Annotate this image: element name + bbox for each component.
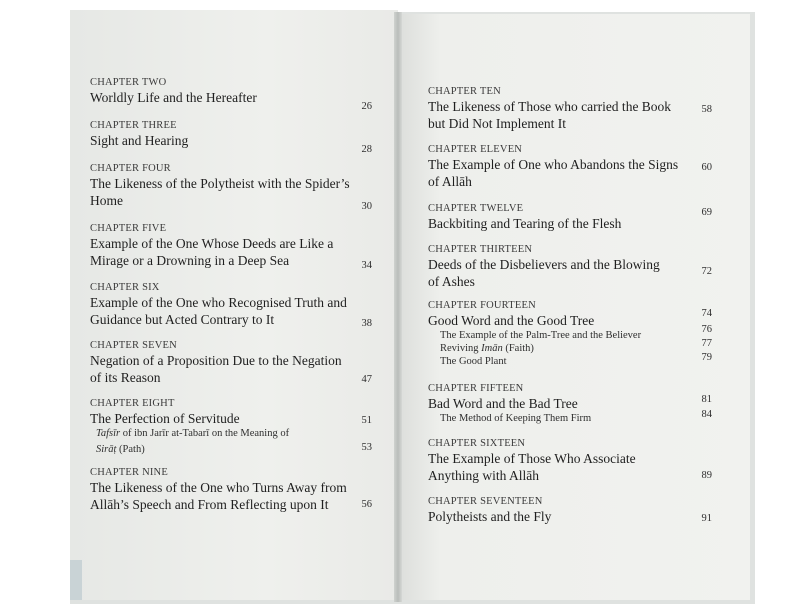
chapter-label: CHAPTER SIX	[90, 282, 160, 293]
chapter-title-line: Anything with Allāh	[428, 468, 539, 483]
sub-entry-text: of ibn Jarīr at-Tabarī on the Meaning of	[120, 428, 290, 439]
sub-entry-continuation	[90, 443, 289, 456]
italic-term: Tafsīr	[96, 428, 121, 439]
chapter-title-line: The Example of One who Abandons the Signs	[428, 157, 679, 172]
chapter-title-line: Guidance but Acted Contrary to It	[90, 312, 275, 327]
chapter-label: CHAPTER TWELVE	[428, 203, 524, 214]
page-number: 51	[361, 415, 372, 426]
toc-entry-chapter-eleven	[428, 143, 678, 190]
page-number: 34	[361, 260, 372, 271]
chapter-label: CHAPTER TWO	[90, 77, 167, 88]
chapter-label: CHAPTER THIRTEEN	[428, 244, 533, 255]
page-number: 30	[361, 201, 372, 212]
chapter-title: Worldly Life and the Hereafter	[90, 90, 257, 105]
toc-entry-chapter-six	[90, 281, 347, 328]
toc-entry-chapter-fourteen	[428, 299, 641, 368]
chapter-label: CHAPTER TEN	[428, 86, 501, 97]
sub-entry: The Method of Keeping Them Firm	[440, 413, 592, 424]
sub-entry-text: (Faith)	[502, 343, 534, 354]
sub-entry: The Example of the Palm-Tree and the Believer	[440, 330, 642, 341]
chapter-label: CHAPTER FOURTEEN	[428, 300, 536, 311]
toc-entry-chapter-eight	[90, 397, 289, 456]
sub-entry-tafsir	[90, 427, 289, 440]
chapter-title-line: Allāh’s Speech and From Reflecting upon It	[90, 497, 329, 512]
toc-entry-chapter-nine	[90, 466, 347, 513]
chapter-title-line: The Likeness of the One who Turns Away from	[90, 480, 347, 495]
chapter-title-line: of Allāh	[428, 174, 472, 189]
page-number: 77	[701, 338, 712, 349]
chapter-label: CHAPTER SEVENTEEN	[428, 496, 543, 507]
chapter-title: Backbiting and Tearing of the Flesh	[428, 216, 622, 231]
page-number: 91	[701, 513, 712, 524]
toc-entry-chapter-sixteen	[428, 437, 636, 484]
chapter-label: CHAPTER FIFTEEN	[428, 383, 524, 394]
chapter-title-line: of its Reason	[90, 370, 161, 385]
chapter-title-line: but Did Not Implement It	[428, 116, 566, 131]
chapter-label: CHAPTER SIXTEEN	[428, 438, 526, 449]
chapter-title: Bad Word and the Bad Tree	[428, 396, 578, 411]
chapter-title-line: Mirage or a Drowning in a Deep Sea	[90, 253, 290, 268]
page-number: 28	[361, 144, 372, 155]
chapter-title: The Perfection of Servitude	[90, 411, 240, 426]
chapter-title-line: Example of the One who Recognised Truth and	[90, 295, 347, 310]
italic-term: Imān	[481, 343, 503, 354]
chapter-title-line: The Likeness of the Polytheist with the Spider’s	[90, 176, 350, 191]
chapter-title-line: Deeds of the Disbelievers and the Blowing	[428, 257, 660, 272]
page-number: 79	[701, 352, 712, 363]
chapter-title-line: Negation of a Proposition Due to the Negation	[90, 353, 342, 368]
toc-entry-chapter-twelve	[428, 202, 621, 232]
page-number: 56	[361, 499, 372, 510]
sub-entry	[428, 342, 641, 355]
italic-term: Sirāṭ	[96, 444, 117, 455]
book-gutter	[394, 12, 402, 602]
chapter-title: Sight and Hearing	[90, 133, 189, 148]
toc-entry-chapter-seven	[90, 339, 342, 386]
page-number: 84	[701, 409, 712, 420]
page-number: 74	[701, 308, 712, 319]
sub-entry-text: Reviving	[440, 343, 482, 354]
chapter-label: CHAPTER FIVE	[90, 223, 167, 234]
chapter-label: CHAPTER SEVEN	[90, 340, 177, 351]
page-number: 53	[361, 442, 372, 453]
sub-entry-text: (Path)	[116, 444, 145, 455]
chapter-title-line: Example of the One Whose Deeds are Like a	[90, 236, 334, 251]
chapter-label: CHAPTER EIGHT	[90, 398, 175, 409]
toc-entry-chapter-three	[90, 119, 188, 149]
page-number: 38	[361, 318, 372, 329]
toc-entry-chapter-five	[90, 222, 333, 269]
toc-entry-chapter-seventeen	[428, 495, 551, 525]
chapter-label: CHAPTER NINE	[90, 467, 168, 478]
toc-entry-chapter-fifteen	[428, 382, 591, 425]
toc-entry-chapter-thirteen	[428, 243, 660, 290]
page-number: 72	[701, 266, 712, 277]
page-number: 47	[361, 374, 372, 385]
chapter-title-line: The Example of Those Who Associate	[428, 451, 636, 466]
toc-entry-chapter-two	[90, 76, 257, 106]
page-number: 26	[361, 101, 372, 112]
page-edge-shadow	[70, 560, 82, 600]
chapter-title: Polytheists and the Fly	[428, 509, 552, 524]
page-number: 89	[701, 470, 712, 481]
page-number: 69	[701, 207, 712, 218]
chapter-title-line: The Likeness of Those who carried the Book	[428, 99, 672, 114]
chapter-title-line: Home	[90, 193, 123, 208]
chapter-title: Good Word and the Good Tree	[428, 313, 595, 328]
chapter-label: CHAPTER ELEVEN	[428, 144, 523, 155]
page-number: 76	[701, 324, 712, 335]
toc-entry-chapter-four	[90, 162, 350, 209]
page-number: 58	[701, 104, 712, 115]
chapter-label: CHAPTER THREE	[90, 120, 177, 131]
sub-entry: The Good Plant	[440, 356, 507, 367]
toc-entry-chapter-ten	[428, 85, 671, 132]
page-number: 60	[701, 162, 712, 173]
page-number: 81	[701, 394, 712, 405]
chapter-title-line: of Ashes	[428, 274, 475, 289]
chapter-label: CHAPTER FOUR	[90, 163, 171, 174]
